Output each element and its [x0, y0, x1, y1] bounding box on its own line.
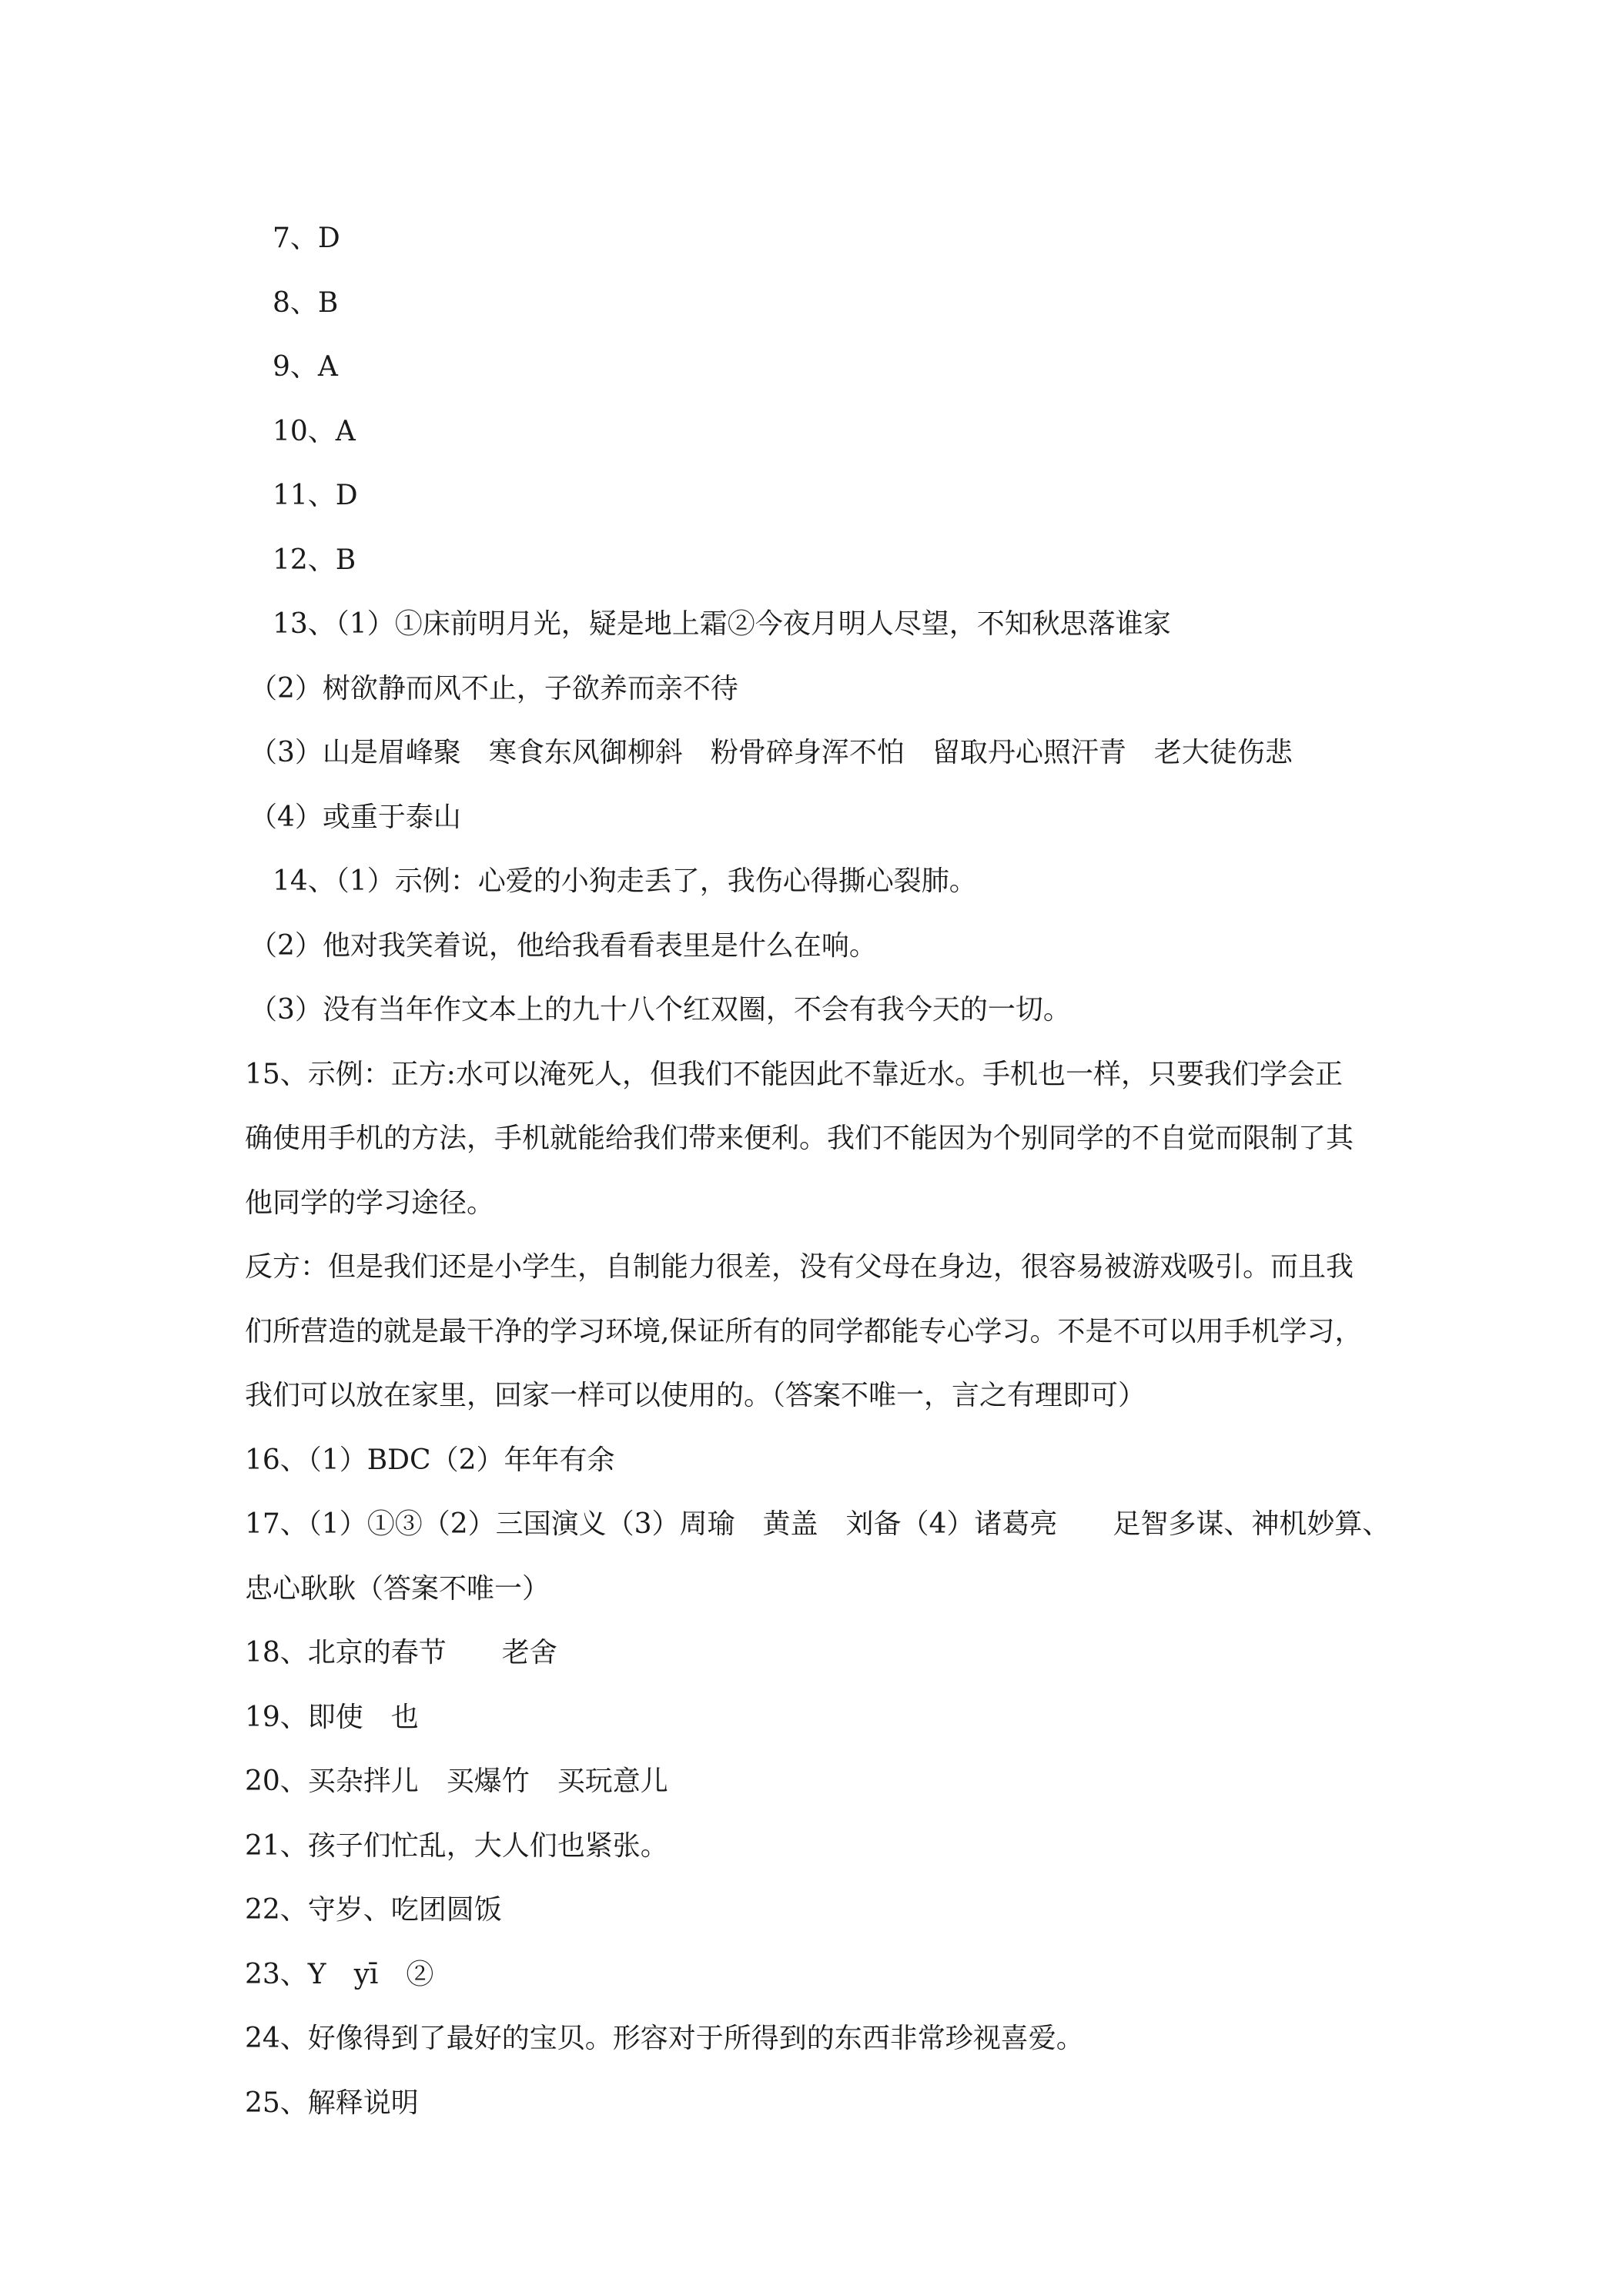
answer-line: 8、B: [273, 286, 339, 319]
answer-line: 21、孩子们忙乱，大人们也紧张。: [245, 1829, 668, 1862]
answer-line: 10、A: [273, 415, 356, 447]
answer-line: （3）没有当年作文本上的九十八个红双圈，不会有我今天的一切。: [249, 994, 1071, 1026]
answer-line: 25、解释说明: [245, 2087, 419, 2119]
answer-list: [245, 206, 1400, 2135]
answer-line: 12、B: [273, 544, 356, 576]
answer-line: 9、A: [273, 351, 338, 383]
answer-line: 24、好像得到了最好的宝贝。形容对于所得到的东西非常珍视喜爱。: [245, 2023, 1084, 2054]
answer-line: 20、买杂拌儿 买爆竹 买玩意儿: [245, 1766, 668, 1797]
answer-line: 7、D: [273, 223, 340, 254]
answer-line: 11、D: [273, 480, 358, 511]
answer-line: 忠心耿耿（答案不唯一）: [245, 1572, 550, 1605]
answer-line: 17、（1）①③（2）三国演义（3）周瑜 黄盖 刘备（4）诸葛亮 足智多谋、神机妙算、: [245, 1508, 1390, 1540]
answer-line: 他同学的学习途径。: [245, 1186, 495, 1219]
answer-line: 22、守岁、吃团圆饭: [245, 1894, 502, 1926]
answer-line: （2）他对我笑着说，他给我看看表里是什么在响。: [249, 929, 877, 962]
answer-line: 18、北京的春节 老舍: [245, 1637, 557, 1668]
answer-line: （4）或重于泰山: [249, 801, 461, 833]
answer-line: 们所营造的就是最干净的学习环境,保证所有的同学都能专心学习。不是不可以用手机学习，: [245, 1315, 1363, 1347]
answer-line: 我们可以放在家里，回家一样可以使用的。（答案不唯一，言之有理即可）: [245, 1380, 1146, 1411]
answer-line: （2）树欲静而风不止，子欲养而亲不待: [249, 672, 738, 705]
answer-line: 确使用手机的方法，手机就能给我们带来便利。我们不能因为个别同学的不自觉而限制了其: [245, 1123, 1354, 1154]
answer-line: （3）山是眉峰聚 寒食东风御柳斜 粉骨碎身浑不怕 留取丹心照汗青 老大徒伤悲: [249, 737, 1293, 768]
answer-line: 15、示例：正方:水可以淹死人，但我们不能因此不靠近水。手机也一样，只要我们学会正: [245, 1058, 1343, 1090]
answer-line: 反方：但是我们还是小学生，自制能力很差，没有父母在身边，很容易被游戏吸引。而且我: [245, 1251, 1354, 1283]
answer-line: 13、（1）①床前明月光，疑是地上霜②今夜月明人尽望，不知秋思落谁家: [273, 608, 1171, 640]
answer-line: 14、（1）示例：心爱的小狗走丢了，我伤心得撕心裂肺。: [273, 865, 977, 897]
answer-line: 16、（1）BDC（2）年年有余: [245, 1444, 615, 1476]
answer-line: 19、即使 也: [245, 1701, 419, 1733]
answer-line: 23、Y yī ②: [245, 1958, 434, 1990]
